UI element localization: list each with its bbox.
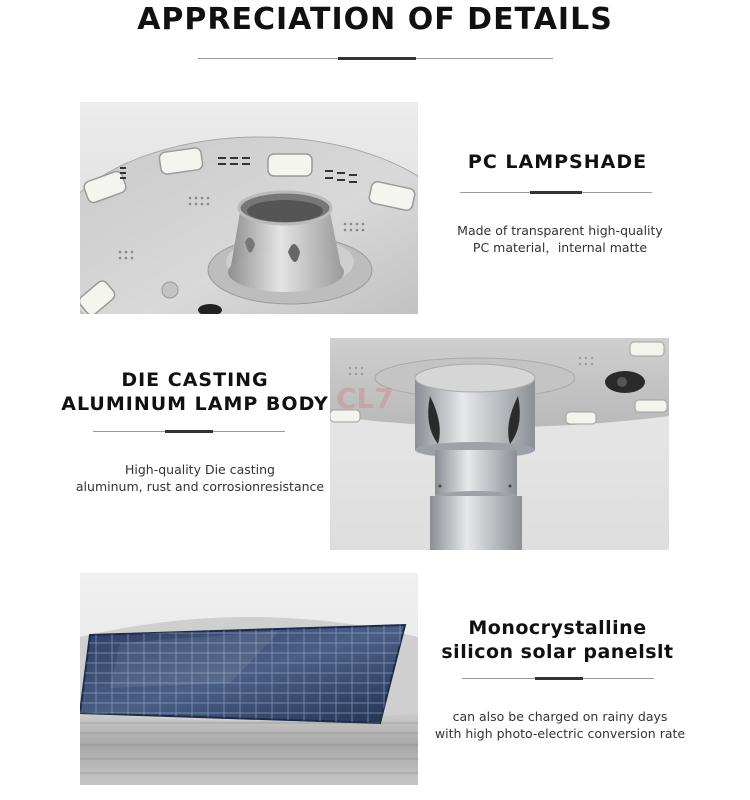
solar-panel-desc-line: can also be charged on rainy days [452, 709, 668, 724]
solar-panel-title-line: silicon solar panelslt [441, 641, 674, 663]
solar-panel-desc-line: with high photo-electric conversion rate [434, 726, 686, 741]
solar-panel-title [425, 616, 690, 664]
watermark-logo: CL7 [336, 382, 394, 415]
solar-panel-divider-accent [535, 677, 583, 680]
lampshade-desc-line: Made of transparent high-quality [457, 223, 663, 238]
lampshade-description [435, 222, 685, 256]
title-divider-accent [338, 57, 416, 60]
lamp-body-photo [330, 338, 669, 550]
lamp-body-divider-accent [165, 430, 213, 433]
lamp-body-description [50, 461, 350, 495]
solar-panel-title-line: Monocrystalline [468, 617, 647, 639]
lampshade-title-line: PC LAMPSHADE [467, 151, 648, 173]
lampshade-title [445, 150, 670, 174]
solar-panel-description [420, 708, 700, 742]
solar-panel-photo [80, 573, 418, 785]
lampshade-desc-line: PC material，internal matte [472, 240, 648, 255]
lampshade-photo [80, 102, 418, 314]
lamp-body-title-line: DIE CASTING [121, 369, 269, 391]
lampshade-divider-accent [530, 191, 582, 194]
page-title: APPRECIATION OF DETAILS [137, 2, 613, 37]
lamp-body-title [45, 368, 345, 416]
lamp-body-desc-line: High-quality Die casting [124, 462, 275, 477]
lamp-body-desc-line: aluminum, rust and corrosionresistance [75, 479, 325, 494]
lamp-body-title-line: ALUMINUM LAMP BODY [61, 393, 329, 415]
